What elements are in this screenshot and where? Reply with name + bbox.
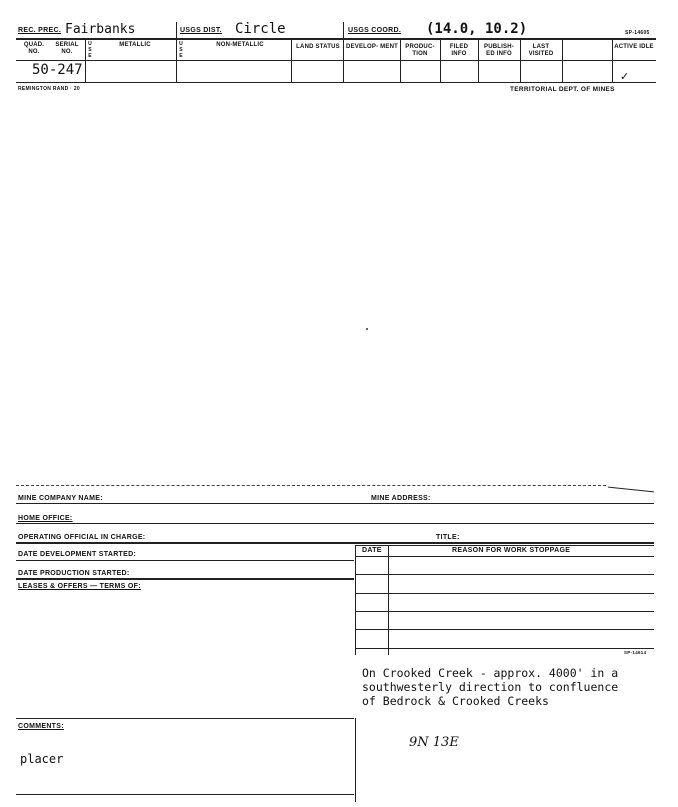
col-active-idle: ACTIVE IDLE [614, 44, 654, 50]
rec-prec-value: Fairbanks [65, 22, 136, 37]
col-published-info: PUBLISH- ED INFO [484, 44, 514, 57]
col-quad-no: QUAD. NO. [23, 42, 45, 55]
col-production: PRODUC- TION [405, 44, 435, 57]
stoppage-date-header: DATE [362, 547, 382, 554]
form-code: SP-14605 [625, 30, 650, 36]
title-label: TITLE: [436, 534, 460, 541]
comments-value: placer [20, 752, 64, 766]
col-serial-no: SERIAL NO. [55, 42, 79, 55]
printer-mark: REMINGTON RAND · 20 [18, 86, 81, 92]
home-office-label: HOME OFFICE: [18, 515, 73, 522]
date-development-label: DATE DEVELOPMENT STARTED: [18, 551, 137, 558]
operating-official-label: OPERATING OFFICIAL IN CHARGE: [18, 534, 146, 541]
stoppage-form-code: SP-14614 [624, 650, 647, 655]
leases-offers-label: LEASES & OFFERS — TERMS OF: [18, 583, 141, 590]
col-filed-info: FILED INFO [449, 44, 469, 57]
location-line: southwesterly direction to confluence [362, 680, 619, 694]
location-line: On Crooked Creek - approx. 4000' in a [362, 666, 619, 680]
checkmark-icon: ✓ [620, 71, 630, 83]
usgs-coord-label: USGS COORD. [348, 27, 402, 34]
rec-prec-label: REC. PREC. [18, 27, 62, 34]
usgs-coord-value: (14.0, 10.2) [426, 21, 528, 37]
quad-serial-value: 50-247 [32, 62, 83, 78]
col-use-metallic: U S E [88, 41, 92, 59]
col-use-nonmetallic: U S E [179, 41, 183, 59]
col-development: DEVELOP- MENT [346, 44, 398, 50]
location-line: of Bedrock & Crooked Creeks [362, 694, 549, 708]
usgs-dist-label: USGS DIST. [180, 27, 222, 34]
department-name: TERRITORIAL DEPT. OF MINES [510, 86, 615, 93]
handwritten-note: 9N 13E [409, 735, 459, 750]
date-production-label: DATE PRODUCTION STARTED: [18, 570, 130, 577]
location-description [362, 666, 618, 708]
col-land-status: LAND STATUS [296, 44, 340, 50]
usgs-dist-value: Circle [235, 21, 286, 37]
col-non-metallic: NON-METALLIC [216, 42, 264, 48]
col-metallic: METALLIC [119, 42, 151, 48]
comments-label: COMMENTS: [18, 723, 64, 730]
stoppage-reason-header: REASON FOR WORK STOPPAGE [452, 547, 571, 554]
mine-company-label: MINE COMPANY NAME: [18, 495, 103, 502]
col-last-visited: LAST VISITED [528, 44, 554, 57]
mine-address-label: MINE ADDRESS: [371, 495, 431, 502]
